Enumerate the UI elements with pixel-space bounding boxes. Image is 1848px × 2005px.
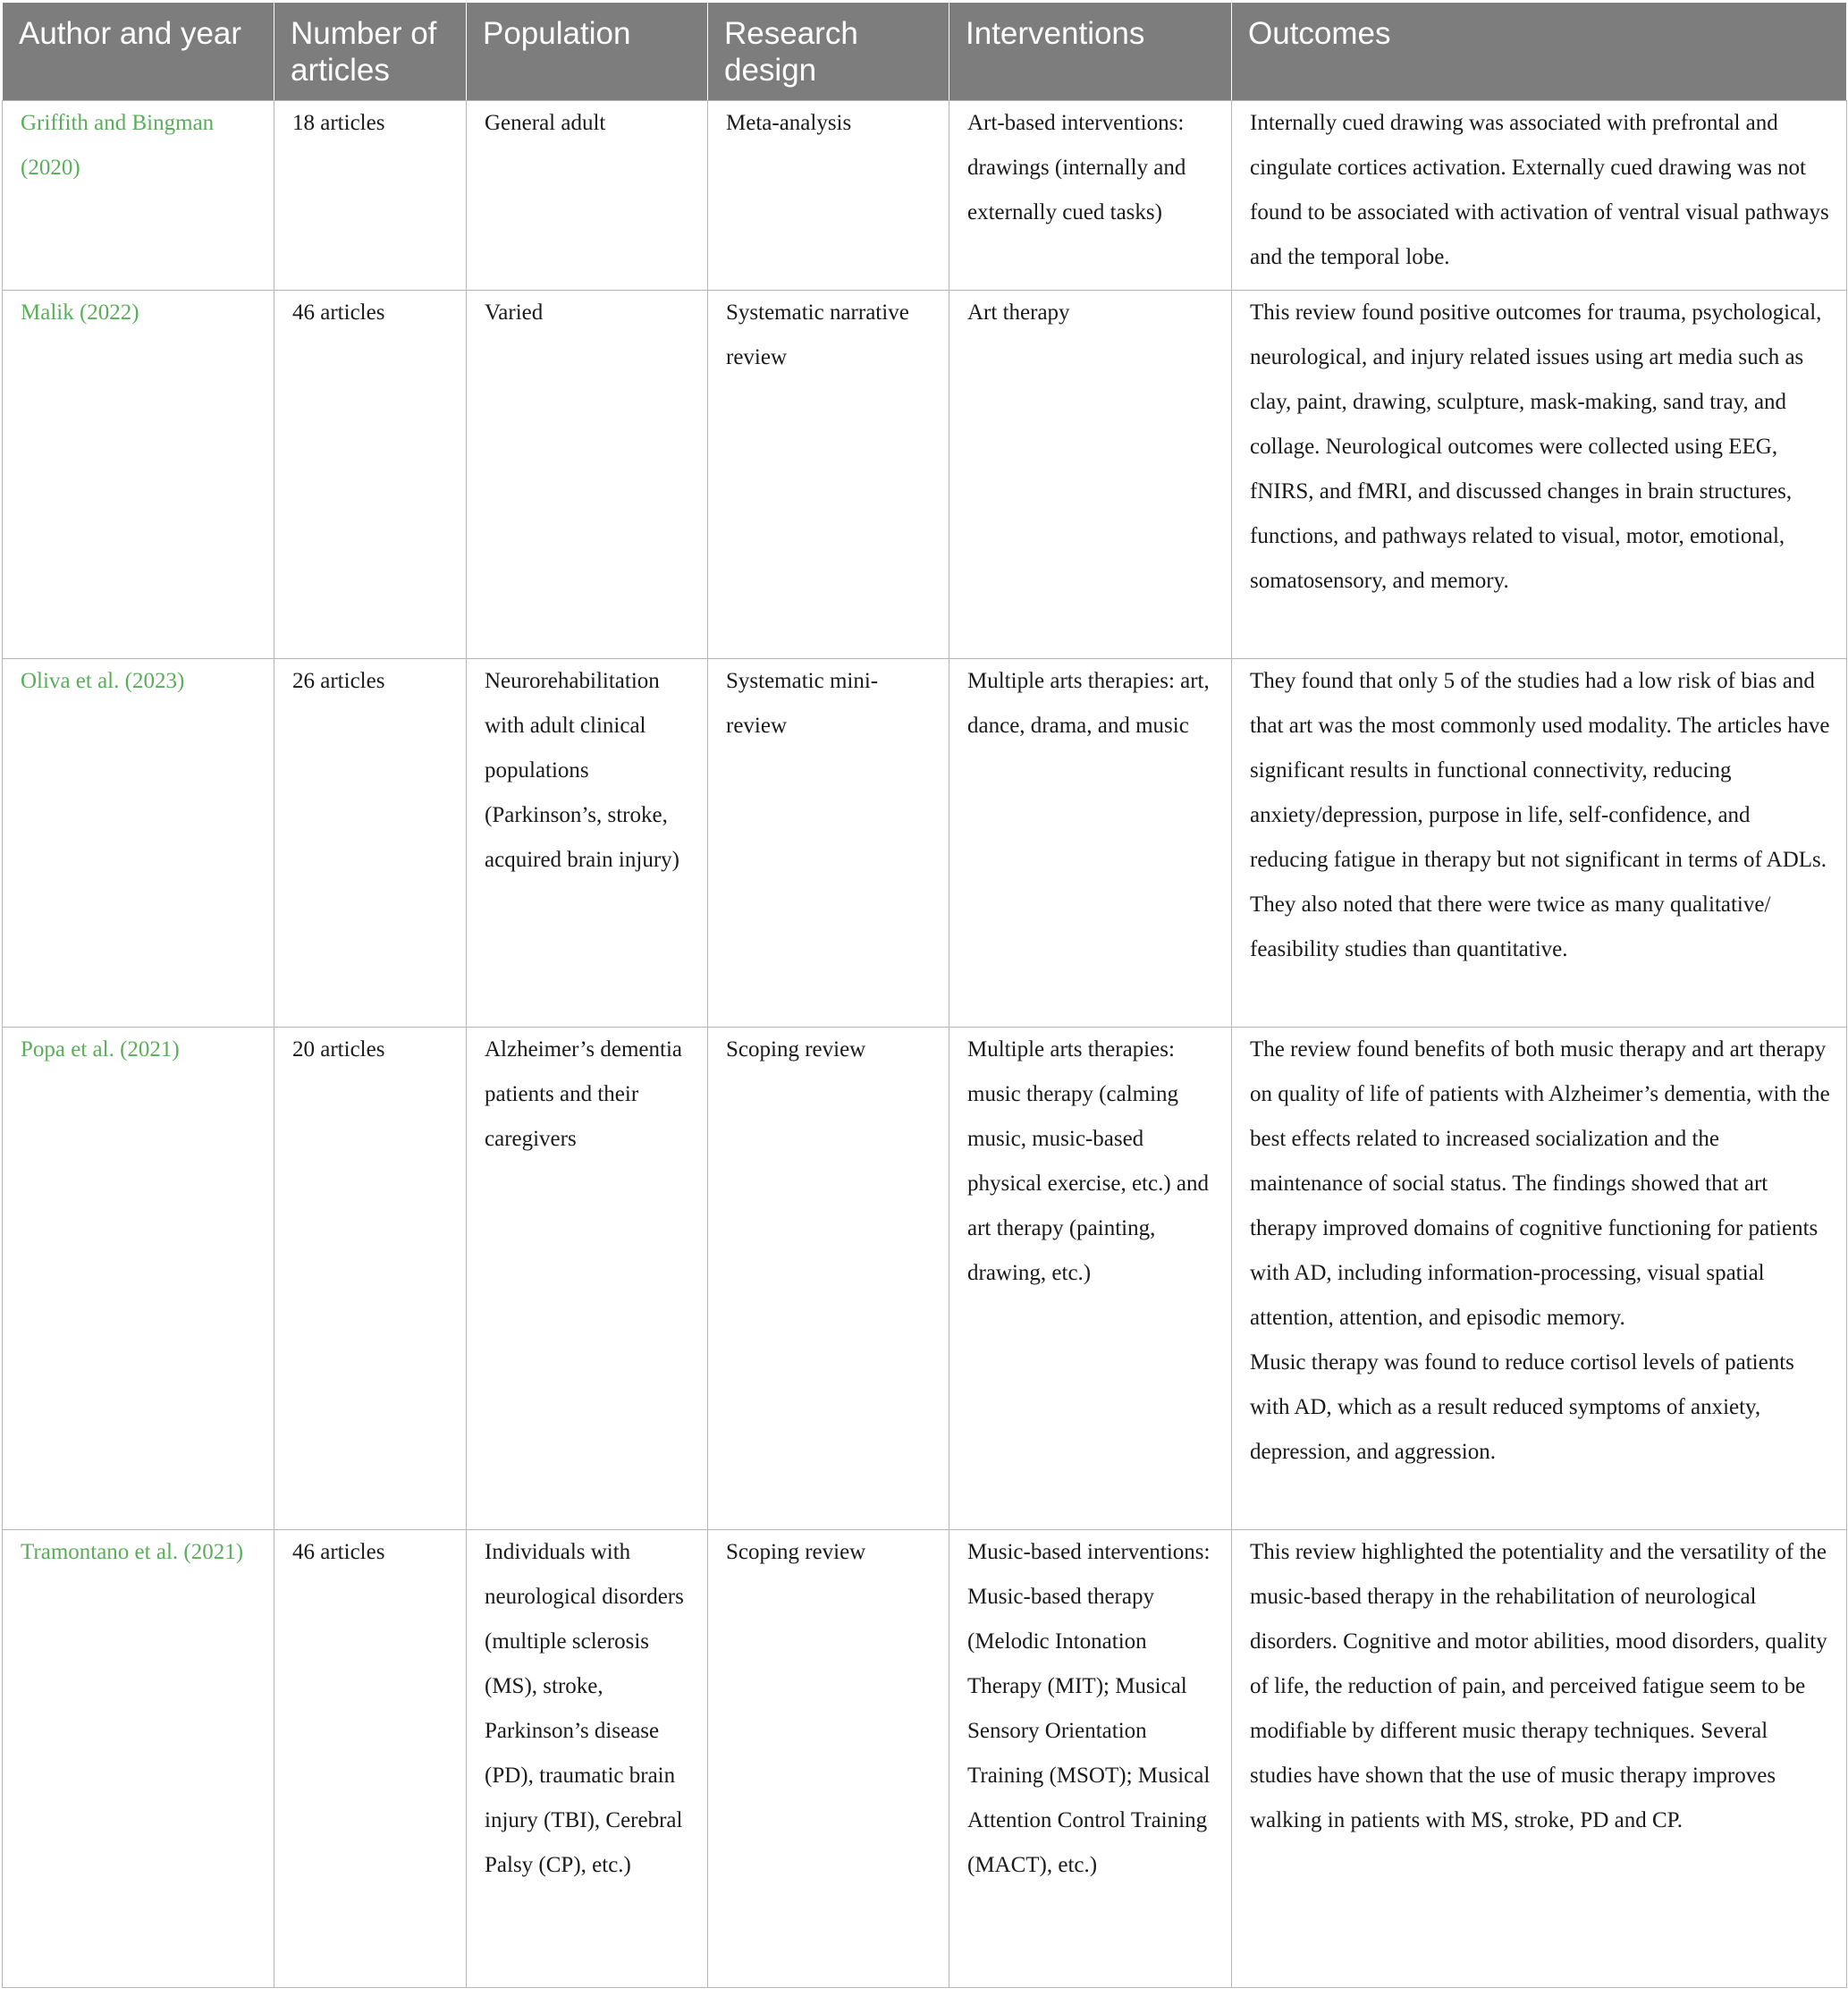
table-row — [3, 1028, 1847, 1530]
articles-text: 46 articles — [292, 1540, 385, 1564]
interventions-text: Art therapy — [967, 300, 1070, 325]
header-outcomes: Outcomes — [1232, 3, 1847, 101]
cell-design — [708, 1530, 949, 1988]
cell-author-link[interactable] — [3, 291, 274, 659]
population-text: General adult — [485, 111, 606, 135]
population-text: Neurorehabilitation with adult clinical populations (Parkinson’s, stroke, acquired brain injury) — [485, 669, 679, 872]
design-text: Scoping review — [726, 1540, 866, 1564]
author-text[interactable]: Oliva et al. (2023) — [21, 669, 185, 693]
header-number-of-articles: Number of articles — [274, 3, 467, 101]
cell-author-link[interactable] — [3, 1028, 274, 1530]
outcomes-text: They found that only 5 of the studies had a low risk of bias and that art was the most commonly used modality. The articles have significant results in functional connectivity, reducing anxiety/depression, purpose in life, self-confidence, and reducing fatigue in therapy but not significant in terms of ADLs. They also noted that there were twice as many qualitative/ feasibility studies than quantitative. — [1250, 669, 1830, 961]
cell-design — [708, 659, 949, 1028]
articles-text: 18 articles — [292, 111, 385, 135]
table-row — [3, 659, 1847, 1028]
cell-outcomes — [1232, 1028, 1847, 1530]
outcomes-text: Internally cued drawing was associated with prefrontal and cingulate cortices activation. Externally cued drawing was not found to be associated with activation of ventral visual pathways and the temporal lobe. — [1250, 111, 1829, 269]
cell-articles — [274, 1530, 467, 1988]
cell-population — [467, 659, 708, 1028]
author-text[interactable]: Griffith and Bingman (2020) — [21, 111, 215, 180]
cell-articles — [274, 101, 467, 291]
cell-interventions — [949, 1028, 1232, 1530]
cell-population — [467, 101, 708, 291]
cell-design — [708, 101, 949, 291]
review-summary-table — [2, 2, 1847, 1988]
population-text: Varied — [485, 300, 544, 325]
articles-text: 46 articles — [292, 300, 385, 325]
cell-interventions — [949, 1530, 1232, 1988]
cell-population — [467, 291, 708, 659]
cell-author-link[interactable] — [3, 659, 274, 1028]
cell-interventions — [949, 101, 1232, 291]
cell-outcomes — [1232, 659, 1847, 1028]
table-row — [3, 101, 1847, 291]
author-text[interactable]: Tramontano et al. (2021) — [21, 1540, 244, 1564]
outcomes-text: This review highlighted the potentiality and the versatility of the music-based therapy in the rehabilitation of neurological disorders. Cognitive and motor abilities, mood disorders, quality of life, the reduction of pain, and perceived fatigue seem to be modifiable by different music therapy techniques. Several studies have shown that the use of music therapy improves walking in patients with MS, stroke, PD and CP. — [1250, 1540, 1827, 1832]
interventions-text: Multiple arts therapies: music therapy (calming music, music-based physical exercise, etc.) and art therapy (painting, drawing, etc.) — [967, 1037, 1210, 1285]
cell-outcomes — [1232, 101, 1847, 291]
cell-design — [708, 1028, 949, 1530]
outcomes-text: This review found positive outcomes for trauma, psychological, neurological, and injury related issues using art media such as clay, paint, drawing, sculpture, mask-making, sand tray, and collage. Neurological outcomes were collected using EEG, fNIRS, and fMRI, and discussed changes in brain structures, functions, and pathways related to visual, motor, emotional, somatosensory, and memory. — [1250, 300, 1822, 593]
cell-interventions — [949, 659, 1232, 1028]
design-text: Systematic narrative review — [726, 300, 909, 369]
header-author-year: Author and year — [3, 3, 274, 101]
cell-design — [708, 291, 949, 659]
articles-text: 20 articles — [292, 1037, 385, 1062]
cell-outcomes — [1232, 1530, 1847, 1988]
cell-author-link[interactable] — [3, 101, 274, 291]
header-interventions: Interventions — [949, 3, 1232, 101]
cell-author-link[interactable] — [3, 1530, 274, 1988]
cell-articles — [274, 291, 467, 659]
interventions-text: Music-based interventions: Music-based therapy (Melodic Intonation Therapy (MIT); Musical Sensory Orientation Training (MSOT); Musical Attention Control Training (MACT), etc.) — [967, 1540, 1211, 1877]
interventions-text: Multiple arts therapies: art, dance, drama, and music — [967, 669, 1210, 738]
header-population: Population — [467, 3, 708, 101]
header-research-design: Research design — [708, 3, 949, 101]
table-row — [3, 291, 1847, 659]
design-text: Scoping review — [726, 1037, 866, 1062]
author-text[interactable]: Malik (2022) — [21, 300, 139, 325]
header-row — [3, 3, 1847, 101]
design-text: Meta-analysis — [726, 111, 852, 135]
cell-articles — [274, 1028, 467, 1530]
table-row — [3, 1530, 1847, 1988]
articles-text: 26 articles — [292, 669, 385, 693]
design-text: Systematic mini-review — [726, 669, 879, 738]
outcomes-text-extra: Music therapy was found to reduce cortisol levels of patients with AD, which as a result reduced symptoms of anxiety, depression, and aggression. — [1250, 1350, 1794, 1464]
cell-interventions — [949, 291, 1232, 659]
cell-population — [467, 1530, 708, 1988]
cell-outcomes — [1232, 291, 1847, 659]
cell-population — [467, 1028, 708, 1530]
population-text: Individuals with neurological disorders (multiple sclerosis (MS), stroke, Parkinson’s disease (PD), traumatic brain injury (TBI), Cerebral Palsy (CP), etc.) — [485, 1540, 684, 1877]
interventions-text: Art-based interventions: drawings (internally and externally cued tasks) — [967, 111, 1186, 224]
cell-articles — [274, 659, 467, 1028]
population-text: Alzheimer’s dementia patients and their caregivers — [485, 1037, 682, 1151]
author-text[interactable]: Popa et al. (2021) — [21, 1037, 180, 1062]
outcomes-text: The review found benefits of both music therapy and art therapy on quality of life of patients with Alzheimer’s dementia, with the best effects related to increased socialization and the maintenance of social status. The findings showed that art therapy improved domains of cognitive functioning for patients with AD, including information-processing, visual spatial attention, attention, and episodic memory. — [1250, 1037, 1830, 1330]
